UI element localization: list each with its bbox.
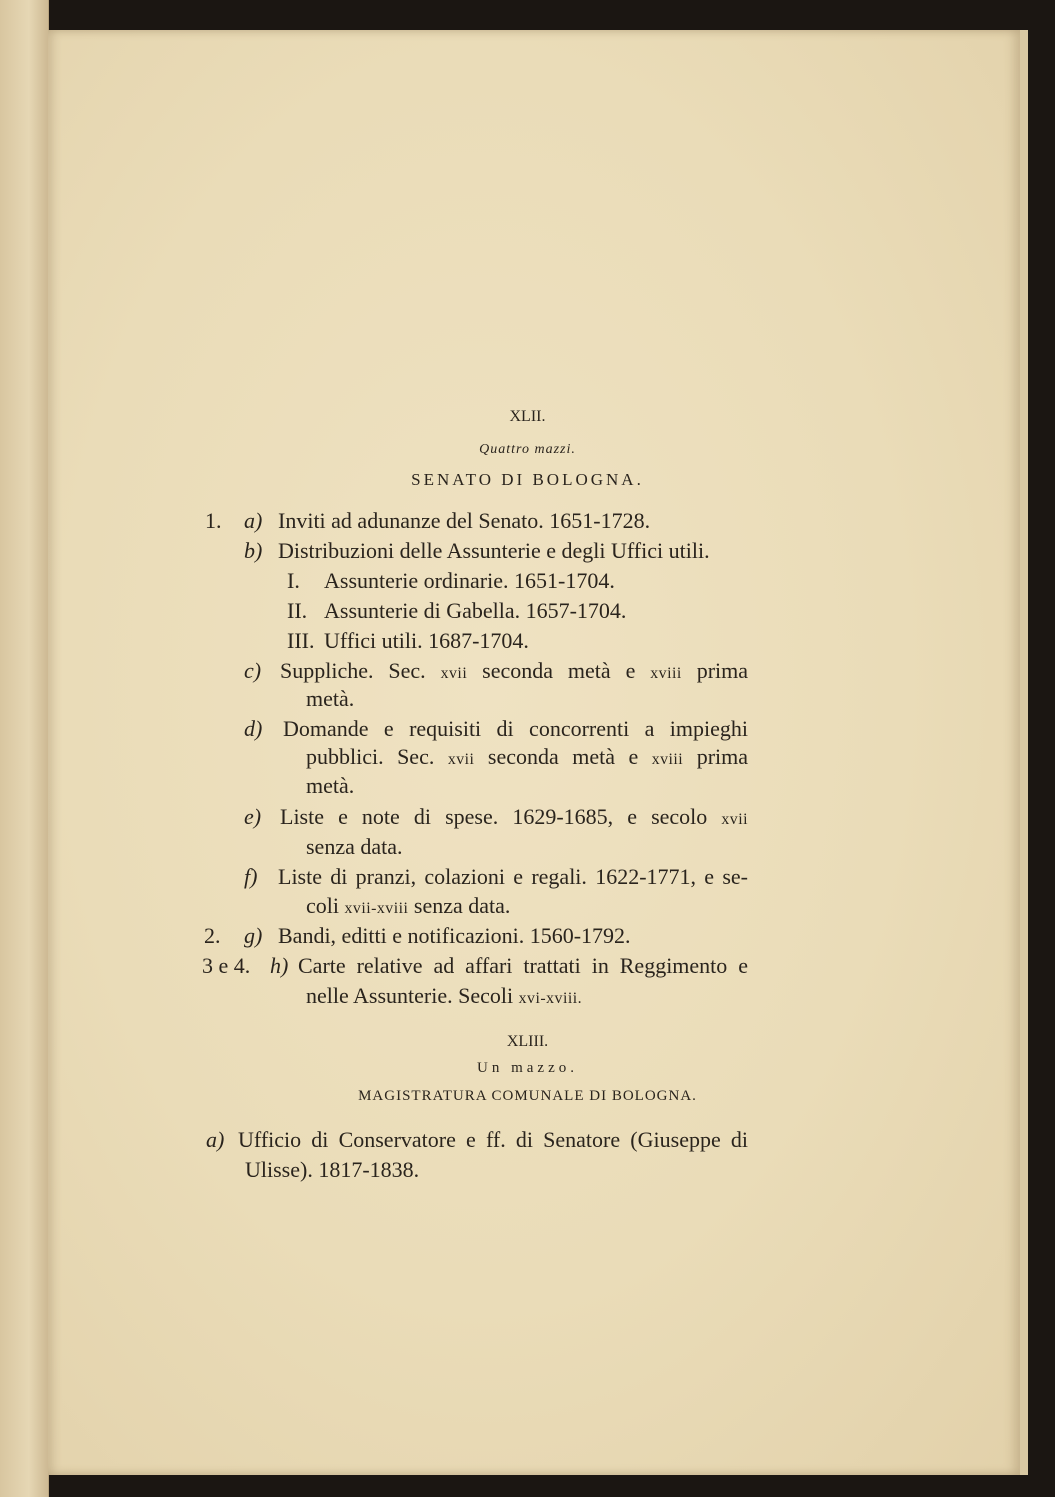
entry-label: h): [270, 953, 289, 978]
entry-text: Suppliche. Sec. xvii seconda metà e xviii prima: [280, 658, 749, 683]
entry-label: e): [244, 804, 262, 829]
entry-text: Carte relative ad affari trattati in Reggimento e: [298, 953, 748, 978]
subentry-text: Uffici utili. 1687-1704.: [324, 628, 529, 653]
entry-continuation: pubblici. Sec. xvii seconda metà e xviii prima: [306, 744, 749, 769]
entry-number: 3 e 4.: [202, 953, 251, 978]
subentry-text: Assunterie ordinarie. 1651-1704.: [324, 568, 615, 593]
entry-text: Liste di pranzi, colazioni e regali. 1622-1771, e se-: [278, 864, 748, 889]
entry-text: Liste e note di spese. 1629-1685, e secolo xvii: [280, 804, 748, 829]
section-xlii-title: SENATO DI BOLOGNA.: [411, 470, 644, 489]
entry-text: Domande e requisiti di concorrenti a impieghi: [283, 716, 748, 741]
subentry-numeral: III.: [287, 628, 315, 653]
subentry-numeral: II.: [287, 598, 308, 623]
entry-label: c): [244, 658, 262, 683]
entry-number: 1.: [205, 508, 222, 533]
section-xlii-roman: XLII.: [509, 408, 546, 425]
book-spine: [0, 0, 49, 1497]
section-xliii-count: Un mazzo.: [477, 1060, 578, 1076]
entry-continuation: metà.: [306, 686, 355, 711]
entry-label: b): [244, 538, 263, 563]
entry-continuation: nelle Assunterie. Secoli xvi-xviii.: [306, 983, 583, 1008]
entry-number: 2.: [204, 923, 221, 948]
entry-text: Distribuzioni delle Assunterie e degli Uffici utili.: [278, 538, 710, 563]
subentry-text: Assunterie di Gabella. 1657-1704.: [324, 598, 627, 623]
section-xliii-roman: XLIII.: [506, 1033, 549, 1050]
entry-continuation: Ulisse). 1817-1838.: [245, 1157, 420, 1182]
entry-continuation: senza data.: [306, 834, 403, 859]
subentry-numeral: I.: [287, 568, 300, 593]
entry-continuation: coli xvii-xviii senza data.: [306, 893, 511, 918]
entry-label: a): [244, 508, 263, 533]
page-edge: [1020, 30, 1028, 1475]
entry-label: g): [244, 923, 263, 948]
entry-text: Inviti ad adunanze del Senato. 1651-1728.: [278, 508, 651, 533]
section-xlii-count: Quattro mazzi.: [479, 442, 576, 457]
entry-text: Bandi, editti e notificazioni. 1560-1792.: [278, 923, 631, 948]
entry-text: Ufficio di Conservatore e ff. di Senatore (Giuseppe di: [238, 1127, 748, 1152]
section-xliii-title: MAGISTRATURA COMUNALE DI BOLOGNA.: [358, 1088, 697, 1104]
entry-label: a): [206, 1127, 225, 1152]
entry-continuation: metà.: [306, 773, 355, 798]
entry-label: f): [244, 864, 258, 889]
entry-label: d): [244, 716, 263, 741]
